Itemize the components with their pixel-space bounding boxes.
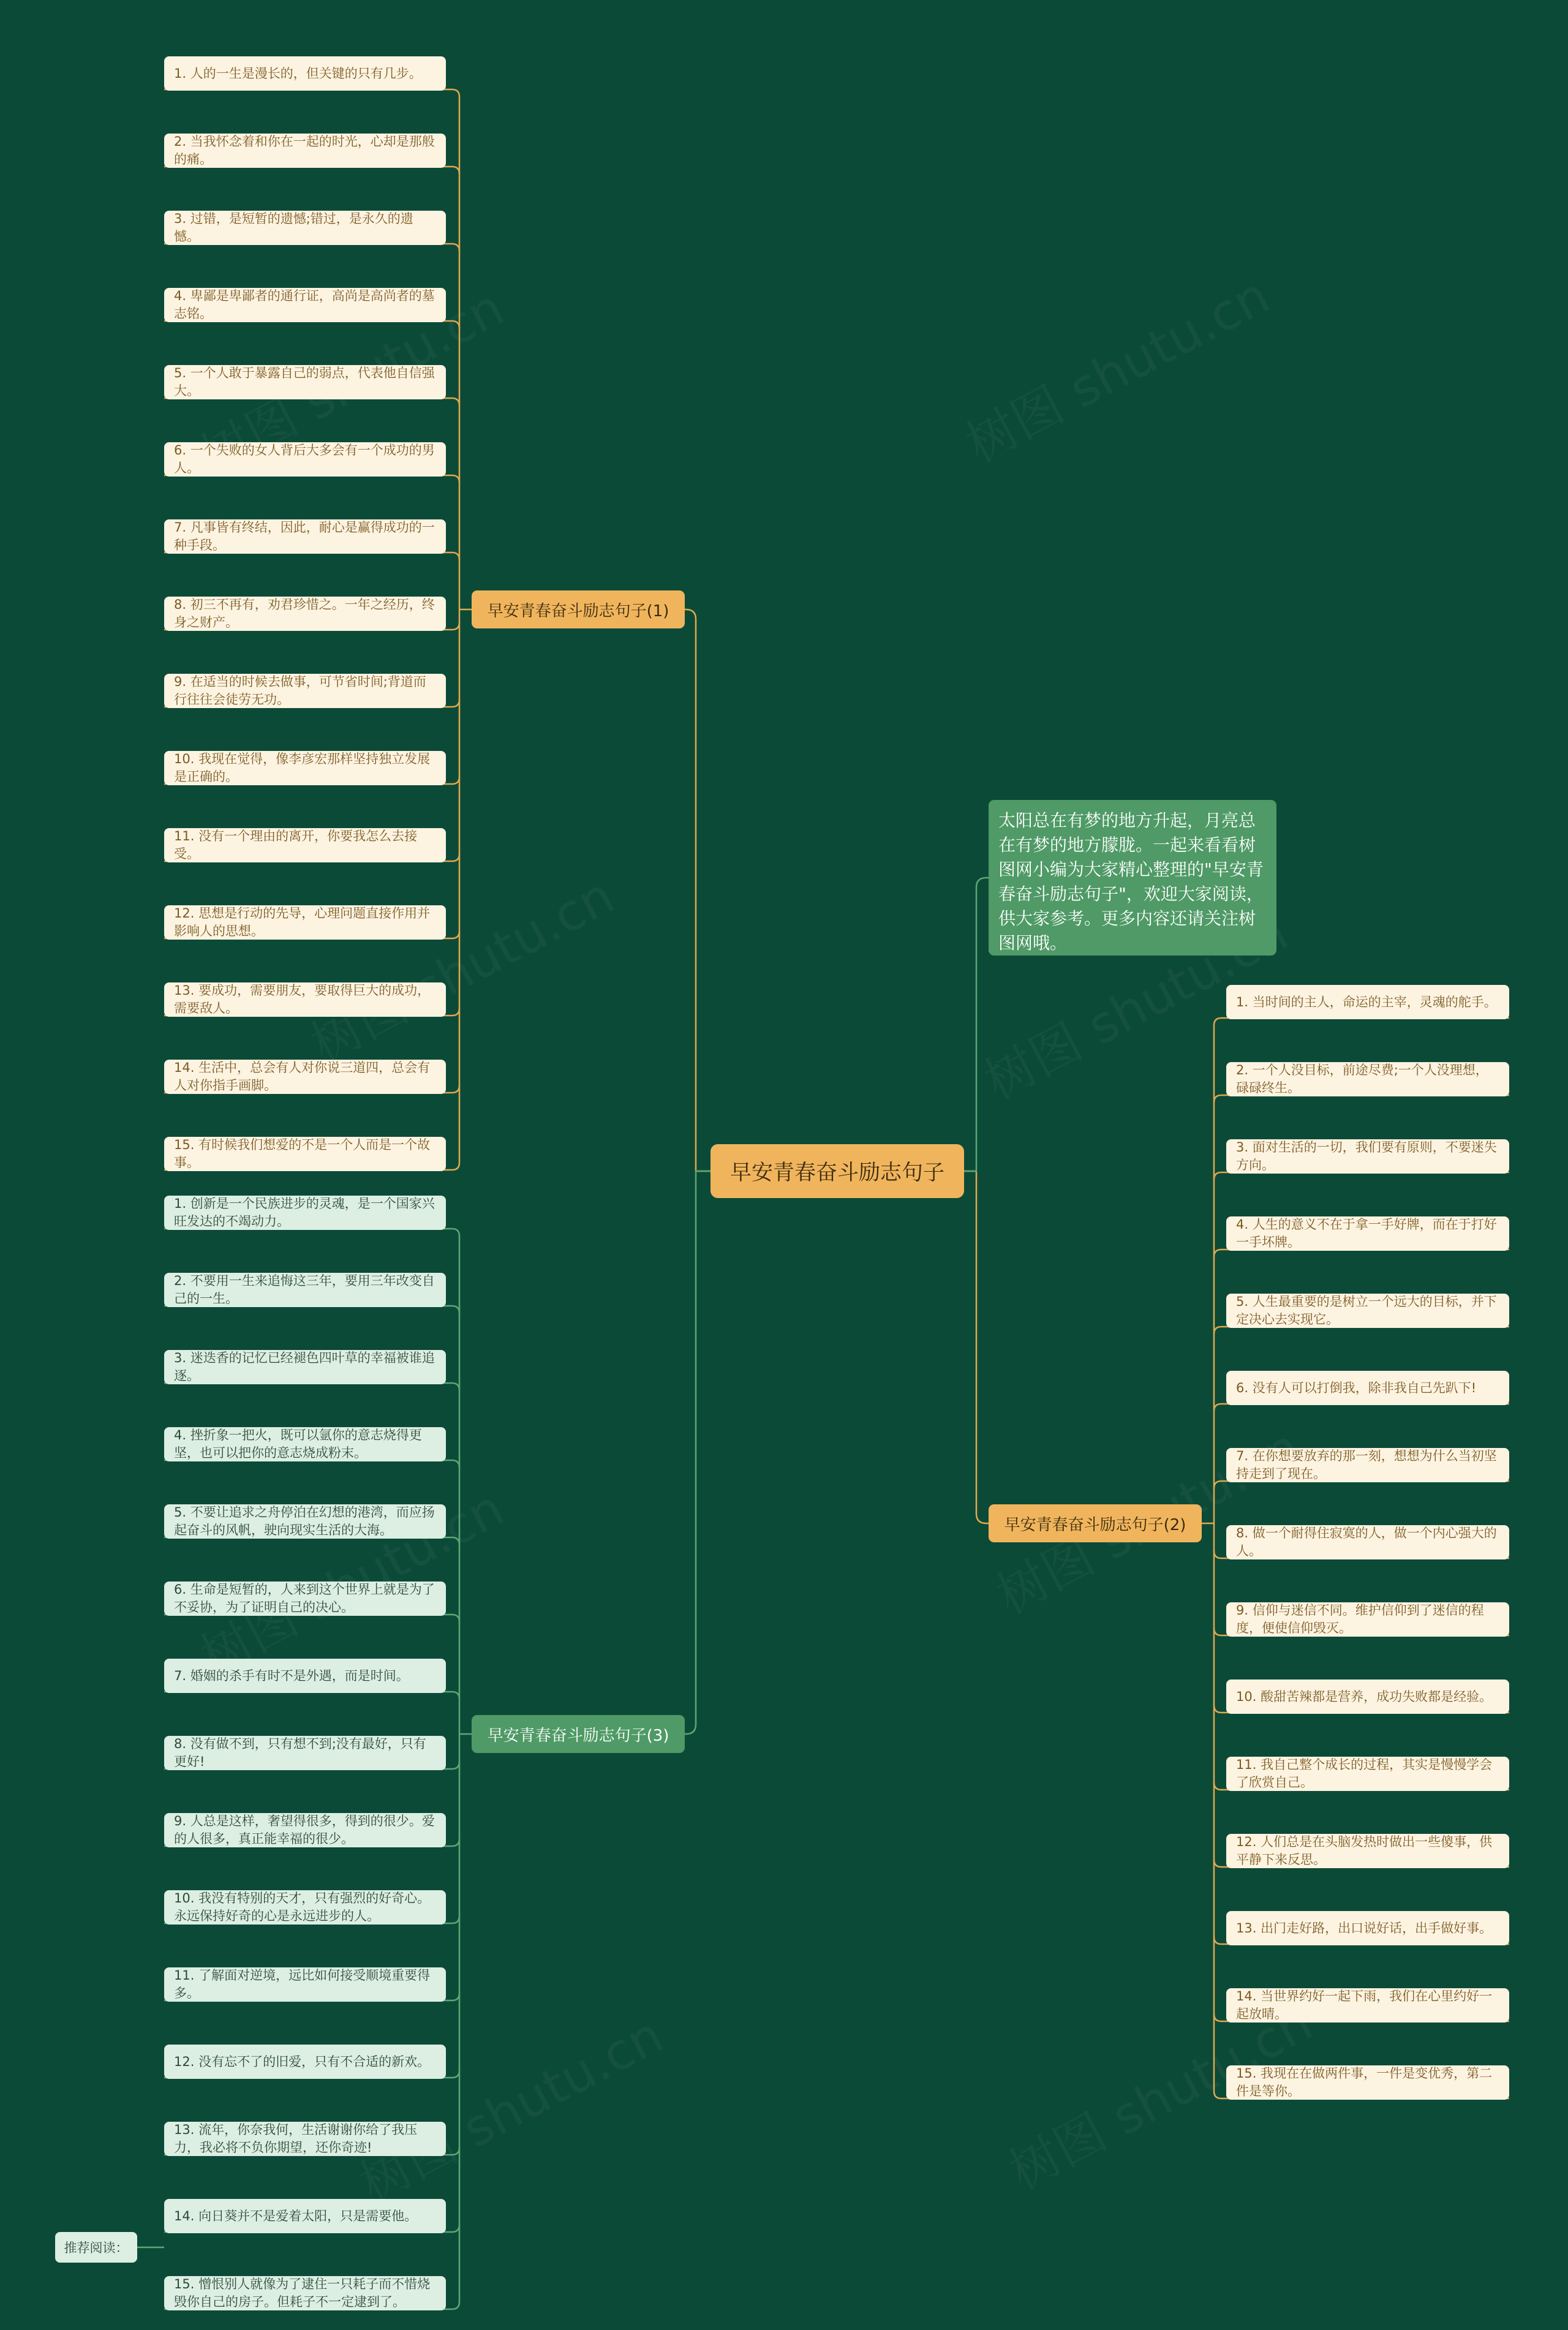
branch-3-item-12[interactable] [164, 2045, 446, 2079]
item-text: 14. 当世界约好一起下雨，我们在心里约好一起放晴。 [1236, 1989, 1493, 2021]
branch-2-title[interactable]: 早安青春奋斗励志句子(2) [989, 1504, 1202, 1542]
item-text: 10. 我没有特别的天才，只有强烈的好奇心。永远保持好奇的心是永远进步的人。 [174, 1891, 431, 1923]
branch-2-item-9[interactable] [1226, 1602, 1509, 1637]
branch-3-item-1[interactable] [164, 1196, 446, 1230]
item-text: 8. 做一个耐得住寂寞的人，做一个内心强大的人。 [1236, 1526, 1497, 1558]
branch-2-item-2[interactable] [1226, 1062, 1509, 1096]
item-text: 5. 一个人敢于暴露自己的弱点，代表他自信强大。 [174, 366, 435, 398]
item-text: 15. 憎恨别人就像为了逮住一只耗子而不惜烧毁你自己的房子。但耗子不一定逮到了。 [174, 2277, 431, 2309]
branch-1-item-9[interactable] [164, 674, 446, 708]
item-text: 10. 酸甜苦辣都是营养，成功失败都是经验。 [1236, 1689, 1493, 1704]
branch-1-item-2[interactable] [164, 134, 446, 168]
branch-1-item-12[interactable] [164, 905, 446, 940]
branch-2-item-4[interactable] [1226, 1216, 1509, 1251]
branch-1-item-15[interactable] [164, 1137, 446, 1171]
item-text: 3. 迷迭香的记忆已经褪色四叶草的幸福被谁追逐。 [174, 1351, 435, 1383]
branch-1-item-14[interactable] [164, 1060, 446, 1094]
item-text: 2. 不要用一生来追悔这三年，要用三年改变自己的一生。 [174, 1273, 435, 1306]
branch-2-item-15[interactable] [1226, 2065, 1509, 2100]
item-text: 1. 当时间的主人，命运的主宰，灵魂的舵手。 [1236, 994, 1497, 1009]
branch-3-title[interactable]: 早安青春奋斗励志句子(3) [472, 1715, 685, 1753]
item-text: 9. 在适当的时候去做事，可节省时间;背道而行往往会徒劳无功。 [174, 674, 426, 707]
item-text: 13. 出门走好路，出口说好话，出手做好事。 [1236, 1920, 1493, 1936]
branch-3-item-4[interactable] [164, 1427, 446, 1461]
branch-1-item-13[interactable] [164, 982, 446, 1017]
item-text: 6. 没有人可以打倒我，除非我自己先趴下! [1236, 1380, 1477, 1395]
item-text: 7. 婚姻的杀手有时不是外遇，而是时间。 [174, 1668, 409, 1683]
branch-2-item-6[interactable] [1226, 1371, 1509, 1405]
branch-2-item-11[interactable] [1226, 1757, 1509, 1791]
item-text: 6. 一个失败的女人背后大多会有一个成功的男人。 [174, 443, 435, 475]
branch-2-item-12[interactable] [1226, 1834, 1509, 1868]
item-text: 4. 挫折象一把火，既可以氩你的意志烧得更坚，也可以把你的意志烧成粉末。 [174, 1428, 422, 1460]
branch-2-item-3[interactable] [1226, 1139, 1509, 1174]
branch-2-item-5[interactable] [1226, 1294, 1509, 1328]
branch-1-item-4[interactable] [164, 288, 446, 322]
item-text: 11. 没有一个理由的离开，你要我怎么去接受。 [174, 829, 418, 861]
branch-1-item-5[interactable] [164, 365, 446, 399]
item-text: 6. 生命是短暂的，人来到这个世界上就是为了不妥协，为了证明自己的决心。 [174, 1582, 435, 1615]
branch-3-item-6[interactable] [164, 1582, 446, 1616]
item-text: 9. 信仰与迷信不同。维护信仰到了迷信的程度，便使信仰毁灭。 [1236, 1603, 1484, 1635]
branch-2-item-13[interactable] [1226, 1911, 1509, 1945]
branch-1-title[interactable]: 早安青春奋斗励志句子(1) [472, 590, 685, 628]
branch-3-item-15[interactable] [164, 2276, 446, 2310]
intro-text: 太阳总在有梦的地方升起，月亮总在有梦的地方朦胧。一起来看看树图网小编为大家精心整理的"早安青春奋斗励志句子"，欢迎大家阅读，供大家参考。更多内容还请关注树图网哦。 [989, 800, 1276, 956]
item-text: 14. 向日葵并不是爱着太阳，只是需要他。 [174, 2208, 418, 2223]
item-text: 2. 当我怀念着和你在一起的时光，心却是那般的痛。 [174, 134, 435, 167]
item-text: 13. 要成功，需要朋友，要取得巨大的成功，需要敌人。 [174, 983, 431, 1016]
branch-3-item-11[interactable] [164, 1967, 446, 2002]
branch-1-item-8[interactable] [164, 597, 446, 631]
item-text: 3. 过错，是短暂的遗憾;错过，是永久的遗憾。 [174, 211, 413, 244]
branch-2-item-1[interactable] [1226, 985, 1509, 1019]
item-text: 1. 创新是一个民族进步的灵魂，是一个国家兴旺发达的不竭动力。 [174, 1196, 435, 1229]
branch-3-item-8[interactable] [164, 1736, 446, 1770]
branch-1-item-6[interactable] [164, 442, 446, 477]
branch-1-item-3[interactable] [164, 211, 446, 245]
branch-1-item-7[interactable] [164, 519, 446, 554]
branch-3-item-10[interactable] [164, 1890, 446, 1925]
item-text: 14. 生活中，总会有人对你说三道四，总会有人对你指手画脚。 [174, 1060, 431, 1093]
branch-1-item-11[interactable] [164, 828, 446, 862]
item-text: 8. 初三不再有，劝君珍惜之。一年之经历，终身之财产。 [174, 597, 435, 630]
item-text: 2. 一个人没目标，前途尽费;一个人没理想，碌碌终生。 [1236, 1063, 1488, 1095]
item-text: 1. 人的一生是漫长的，但关键的只有几步。 [174, 66, 422, 81]
item-text: 11. 我自己整个成长的过程，其实是慢慢学会了欣赏自己。 [1236, 1757, 1493, 1790]
branch-3-item-9[interactable] [164, 1813, 446, 1847]
item-text: 9. 人总是这样，奢望得很多，得到的很少。爱的人很多，真正能幸福的很少。 [174, 1814, 435, 1846]
branch-2-item-10[interactable] [1226, 1680, 1509, 1714]
item-text: 5. 人生最重要的是树立一个远大的目标，并下定决心去实现它。 [1236, 1294, 1497, 1327]
item-text: 8. 没有做不到，只有想不到;没有最好，只有更好! [174, 1736, 426, 1769]
item-text: 15. 有时候我们想爱的不是一个人而是一个故事。 [174, 1137, 431, 1170]
item-text: 13. 流年，你奈我何，生活谢谢你给了我压力，我必将不负你期望，还你奇迹! [174, 2122, 418, 2155]
item-text: 10. 我现在觉得，像李彦宏那样坚持独立发展是正确的。 [174, 752, 431, 784]
item-text: 12. 思想是行动的先导，心理问题直接作用并影响人的思想。 [174, 906, 431, 938]
branch-2-item-7[interactable] [1226, 1448, 1509, 1482]
item-text: 7. 在你想要放弃的那一刻，想想为什么当初坚持走到了现在。 [1236, 1449, 1497, 1481]
item-text: 15. 我现在在做两件事，一件是变优秀，第二件是等你。 [1236, 2066, 1493, 2098]
item-text: 7. 凡事皆有终结，因此，耐心是赢得成功的一种手段。 [174, 520, 435, 552]
branch-2-item-14[interactable] [1226, 1988, 1509, 2023]
recommended-reading-label[interactable]: 推荐阅读： [55, 2232, 137, 2263]
branch-1-item-10[interactable] [164, 751, 446, 785]
branch-3-item-13[interactable] [164, 2122, 446, 2156]
item-text: 12. 人们总是在头脑发热时做出一些傻事，供平静下来反思。 [1236, 1834, 1493, 1867]
branch-3-item-14[interactable] [164, 2199, 446, 2233]
item-text: 4. 卑鄙是卑鄙者的通行证，高尚是高尚者的墓志铭。 [174, 288, 435, 321]
branch-3-item-3[interactable] [164, 1350, 446, 1384]
item-text: 4. 人生的意义不在于拿一手好牌，而在于打好一手坏牌。 [1236, 1217, 1497, 1250]
center-topic[interactable]: 早安青春奋斗励志句子 [710, 1144, 964, 1198]
branch-1-item-1[interactable] [164, 56, 446, 91]
item-text: 5. 不要让追求之舟停泊在幻想的港湾，而应扬起奋斗的风帆，驶向现实生活的大海。 [174, 1505, 435, 1537]
item-text: 3. 面对生活的一切，我们要有原则，不要迷失方向。 [1236, 1140, 1497, 1172]
branch-3-item-2[interactable] [164, 1273, 446, 1307]
branch-3-item-7[interactable] [164, 1659, 446, 1693]
item-text: 11. 了解面对逆境，远比如何接受顺境重要得多。 [174, 1968, 431, 2000]
item-text: 12. 没有忘不了的旧爱，只有不合适的新欢。 [174, 2054, 431, 2069]
branch-2-item-8[interactable] [1226, 1525, 1509, 1559]
branch-3-item-5[interactable] [164, 1504, 446, 1539]
